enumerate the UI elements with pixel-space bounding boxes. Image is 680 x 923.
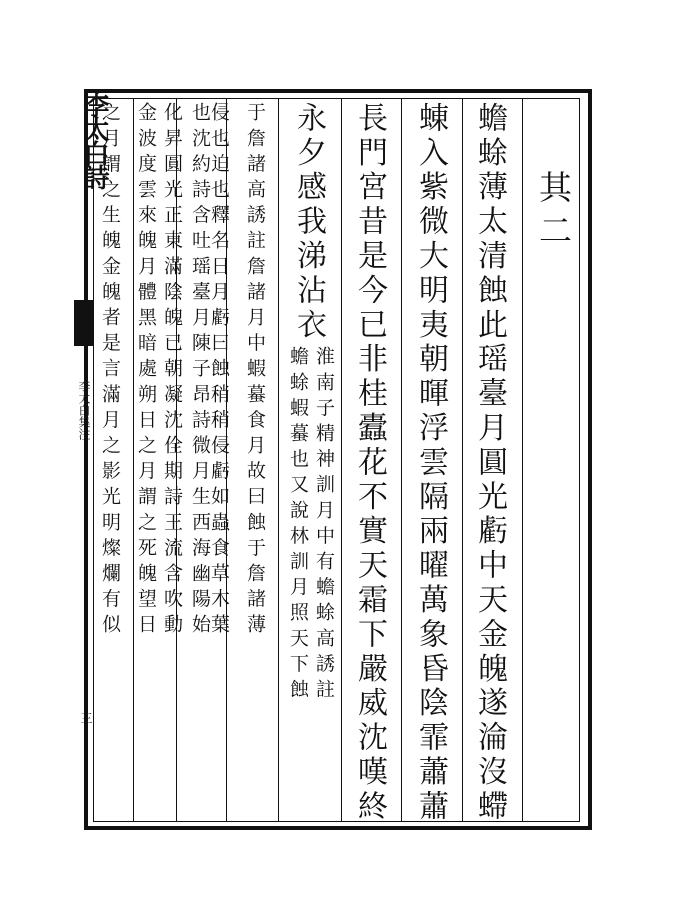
margin-edge-collection: 李太白集注 [77,380,91,440]
verse-column-1: 蟾蜍薄太清蝕此瑶臺月圓光虧中天金魄遂淪沒螮 [472,102,507,825]
commentary-column-3: 侵也迫也釋名日月虧曰蝕稍稍侵虧如蟲食草木葉 [208,102,230,640]
column-rule [462,98,463,822]
verse-column-2: 蝀入紫微大明夷朝暉浮雲隔兩曜萬象昏陰霏蕭蕭 [413,102,448,825]
commentary-column-4: 也沈約詩含吐瑶臺月陳子昂詩微月生西海幽陽始 [189,102,211,640]
margin-edge-title: 李太白詩 [79,92,109,188]
commentary-column-7: 之月謂之生魄金魄者是言滿月之影光明燦爛有似 [99,102,121,640]
verse-column-3: 長門宮昔是今已非桂蠹花不實天霜下嚴威沈嘆終 [352,102,387,825]
commentary-column-6: 金波度雲來魄月體黑暗處朔日之月謂之死魄望日 [135,102,157,640]
column-rule [522,98,523,822]
commentary-column-5: 化昇圓光正東滿陰魄已朝凝沈佺期詩王流含吹動 [161,102,183,640]
column-rule [133,98,134,822]
column-rule [401,98,402,822]
verse-column-4: 永夕感我涕沾衣 [291,102,326,343]
margin-page-number: 三 [79,712,93,724]
poem-title: 其二 [534,170,573,256]
column-rule [278,98,279,822]
commentary-column-2: 于詹諸高誘註詹諸月中蝦蟇食月故曰蝕于詹諸薄 [244,102,266,640]
column-rule [341,98,342,822]
commentary-line-right: 淮南子精神訓月中有蟾蜍高誘註 [313,346,335,705]
commentary-line-left: 蟾蜍蝦蟇也又說林訓月照天下蝕 [287,346,309,705]
